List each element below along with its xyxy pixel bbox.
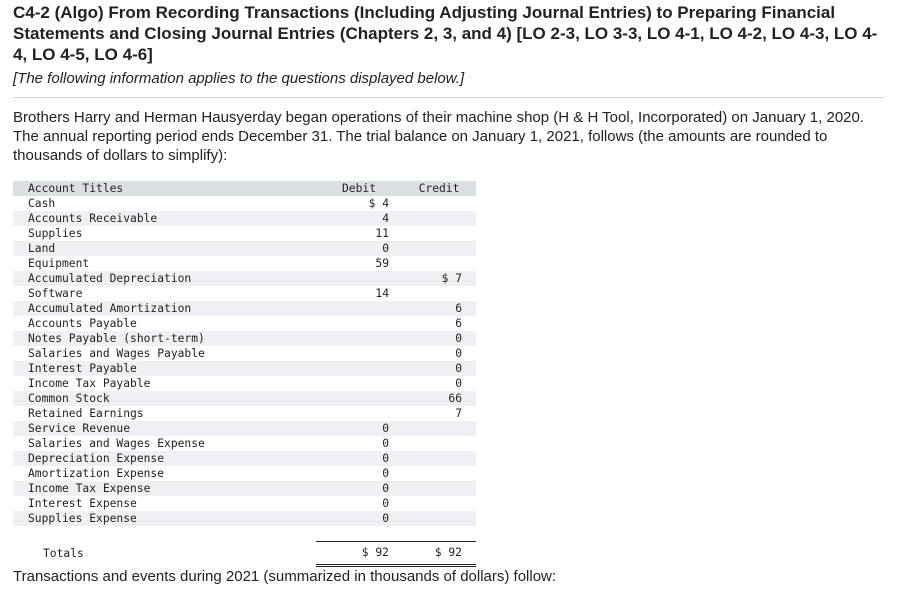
- table-body: [13, 196, 476, 566]
- divider: [13, 97, 885, 98]
- cell-account: Accumulated Amortization: [28, 302, 192, 315]
- trial-balance-table: [13, 181, 476, 567]
- cell-debit: $ 4: [368, 197, 389, 210]
- cell-debit: 0: [382, 482, 389, 495]
- cell-debit: 14: [375, 287, 389, 300]
- intro-paragraph: Brothers Harry and Herman Hausyerday began operations of their machine shop (H & H Tool, Incorporated) on January 1, 2020. The annual reporting period ends December 31. The trial balance on January 1, 2021, follows (the amounts are rounded to thousands of dollars to simplify):: [13, 109, 865, 164]
- cell-account: Interest Payable: [28, 362, 137, 375]
- cell-account: Salaries and Wages Payable: [28, 347, 205, 360]
- cell-account: Depreciation Expense: [28, 452, 165, 465]
- table-row: [13, 226, 476, 241]
- table-row: [13, 421, 476, 436]
- cell-account: Notes Payable (short-term): [28, 332, 205, 345]
- table-row: [13, 271, 476, 286]
- spacer-row: [13, 526, 476, 542]
- cell-account: Service Revenue: [28, 422, 131, 435]
- table-row: [13, 196, 476, 211]
- cell-credit: [402, 226, 476, 241]
- cell-account: Accumulated Depreciation: [28, 272, 192, 285]
- cell-credit: [402, 241, 476, 256]
- table-row: [13, 301, 476, 316]
- cell-debit: [316, 361, 402, 376]
- header-account-titles: Account Titles: [28, 182, 124, 195]
- table-row: [13, 511, 476, 526]
- table-row: [13, 316, 476, 331]
- table-row: [13, 286, 476, 301]
- cell-account: Salaries and Wages Expense: [28, 437, 205, 450]
- transactions-intro: Transactions and events during 2021 (summarized in thousands of dollars) follow:: [13, 568, 557, 585]
- cell-credit: $ 7: [441, 272, 462, 285]
- cell-credit: [402, 481, 476, 496]
- header-debit: Debit: [341, 182, 376, 195]
- table-row: [13, 391, 476, 406]
- cell-credit: 6: [455, 302, 462, 315]
- cell-account: Cash: [28, 197, 56, 210]
- table-row: [13, 436, 476, 451]
- table-row: [13, 481, 476, 496]
- table-row: [13, 406, 476, 421]
- table-row: [13, 376, 476, 391]
- cell-debit: [316, 271, 402, 286]
- cell-debit: [316, 376, 402, 391]
- cell-credit: 0: [455, 377, 462, 390]
- table-row: [13, 256, 476, 271]
- cell-credit: [402, 436, 476, 451]
- cell-account: Amortization Expense: [28, 467, 165, 480]
- totals-label: Totals: [13, 542, 316, 566]
- cell-credit: 66: [448, 392, 462, 405]
- cell-account: Supplies Expense: [28, 512, 137, 525]
- cell-account: Software: [28, 287, 83, 300]
- cell-debit: 0: [382, 512, 389, 525]
- table-header-row: [13, 181, 476, 196]
- cell-account: Retained Earnings: [28, 407, 144, 420]
- header-credit: Credit: [418, 182, 460, 195]
- cell-account: Interest Expense: [28, 497, 137, 510]
- cell-debit: [316, 406, 402, 421]
- cell-credit: [402, 286, 476, 301]
- cell-credit: [402, 511, 476, 526]
- cell-credit: [402, 211, 476, 226]
- table-row: [13, 466, 476, 481]
- cell-credit: [402, 421, 476, 436]
- totals-debit: $ 92: [316, 542, 402, 566]
- cell-account: Common Stock: [28, 392, 110, 405]
- table-row: [13, 241, 476, 256]
- cell-credit: [402, 496, 476, 511]
- cell-credit: 7: [455, 407, 462, 420]
- cell-account: Equipment: [28, 257, 90, 270]
- cell-credit: [402, 466, 476, 481]
- cell-credit: 0: [455, 332, 462, 345]
- cell-debit: 0: [382, 452, 389, 465]
- cell-debit: [316, 346, 402, 361]
- cell-credit: 0: [455, 347, 462, 360]
- cell-debit: 11: [375, 227, 389, 240]
- cell-credit: 0: [455, 362, 462, 375]
- table-row: [13, 451, 476, 466]
- info-note: [The following information applies to the questions displayed below.]: [13, 70, 465, 87]
- cell-account: Land: [28, 242, 56, 255]
- problem-title: C4-2 (Algo) From Recording Transactions (Including Adjusting Journal Entries) to Preparing Financial Statements and Closing Journal Entries (Chapters 2, 3, and 4) [LO 2-3, LO 3-3, LO 4-1, LO 4-2, LO 4-3, LO 4-4, LO 4-5, LO 4-6]: [13, 3, 878, 64]
- cell-debit: [316, 331, 402, 346]
- cell-account: Income Tax Payable: [28, 377, 151, 390]
- table-row: [13, 331, 476, 346]
- totals-row: [13, 542, 476, 566]
- table-row: [13, 361, 476, 376]
- table-row: [13, 496, 476, 511]
- cell-debit: 0: [382, 437, 389, 450]
- cell-debit: 59: [375, 257, 389, 270]
- cell-credit: [402, 196, 476, 211]
- cell-debit: [316, 301, 402, 316]
- cell-debit: 0: [382, 422, 389, 435]
- cell-debit: [316, 316, 402, 331]
- cell-debit: 0: [382, 497, 389, 510]
- cell-debit: 0: [382, 242, 389, 255]
- cell-account: Supplies: [28, 227, 83, 240]
- cell-credit: 6: [455, 317, 462, 330]
- cell-debit: 4: [382, 212, 389, 225]
- cell-debit: 0: [382, 467, 389, 480]
- totals-credit: $ 92: [402, 542, 476, 566]
- table-row: [13, 346, 476, 361]
- cell-account: Income Tax Expense: [28, 482, 151, 495]
- cell-debit: [316, 391, 402, 406]
- cell-credit: [402, 451, 476, 466]
- cell-account: Accounts Receivable: [28, 212, 158, 225]
- cell-account: Accounts Payable: [28, 317, 137, 330]
- table-row: [13, 211, 476, 226]
- cell-credit: [402, 256, 476, 271]
